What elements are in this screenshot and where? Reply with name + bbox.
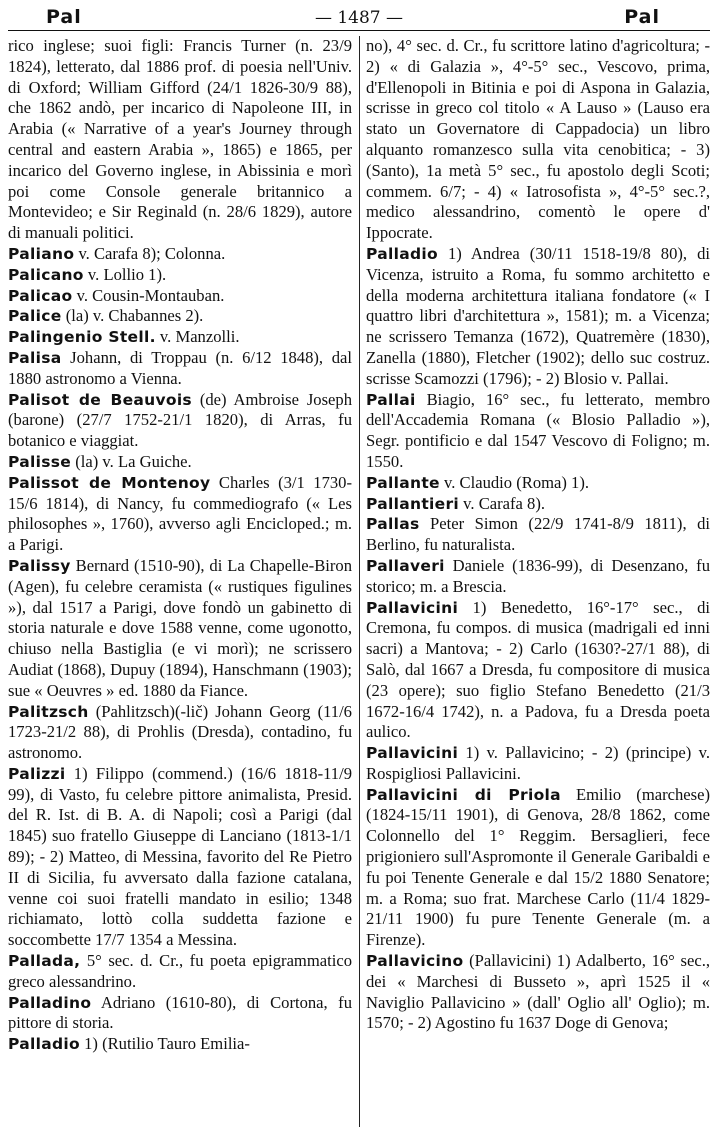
entry-text: 1) Benedetto, 16°-17° sec., di Cremona, fu compos. di musica (madrigali ed inni sacri) a Mantova; - 2) Carlo (1630?-27/1 88), di Salò, dal 1667 a Dresda, fu compositore di musica (23 opere); suo figlio Stefano Benedetto (21/3 1672-16/4 1742), n. a Padova, fu a Dresda poeta aulico.	[366, 597, 710, 742]
entry-text: (Pahlitzsch)(-lič) Johann Georg (11/6 1723-21/2 88), di Prohlis (Dresda), contadino, fu astronomo.	[8, 701, 352, 763]
entry-text: (la) v. La Guiche.	[75, 451, 192, 471]
entry-text: v. Manzolli.	[159, 327, 240, 347]
dictionary-entry	[366, 951, 710, 1034]
dictionary-entry	[8, 556, 352, 702]
dictionary-entry	[8, 473, 352, 556]
entry-headword: Palingenio Stell.	[8, 328, 156, 347]
entry-text: Biagio, 16° sec., fu letterato, membro dell'Accademia Romana (« Blosio Palladio »), Segr. pontificio e dal 1547 Vescovo di Foligno; m. 1550.	[366, 389, 711, 471]
dictionary-entry	[366, 743, 710, 785]
entry-text: 1) Filippo (commend.) (16/6 1818-11/9 99), di Vasto, fu celebre pittore animalista, Presid. del R. Ist. di B. A. di Napoli; così a Parigi (dal 1845) suo fratello Giuseppe di Lanciano (1813-1/1 89); - 2) Matteo, di Messina, favorito del Re Pietro II di Sicilia, fu avversato dalla fazione catalana, venne coi suoi fratelli mandato in esilio; 1348 richiamato, lottò colla suddetta fazione e soccombette 17/7 1354 a Messina.	[8, 763, 352, 950]
entry-headword: Pallai	[366, 390, 416, 409]
entry-text: (Pallavicini) 1) Adalberto, 16° sec., dei « Marchesi di Busseto », aprì 1525 il « Naviglio Pallavicino » (dall' Oglio all' Oglio); m. 1570; - 2) Agostino fu 1637 Doge di Genova;	[366, 951, 710, 1033]
entry-headword: Palladio	[366, 244, 438, 263]
dictionary-entry	[366, 598, 710, 744]
entry-text: Charles (3/1 1730-15/6 1814), di Nancy, fu commediografo (« Les philosophes », 1760), avverso agli Encicloped.; m. a Parigi.	[8, 472, 352, 555]
entry-headword: Palice	[8, 307, 62, 326]
entry-text: no), 4° sec. d. Cr., fu scrittore latino d'agricoltura; - 2) « di Galazia », 4°-5° sec., Vescovo, prima, d'Ellenopoli in Bitinia e poi di Aspona in Galazia, scrisse in greco col titolo « A Lauso » (Lauso era stato un Governatore di Cappadocia) un libro alquanto romanzesco sulla vita cenobitica; - 3) (Santo), 1a metà 5° sec., fu apostolo degli Scoti; commem. 6/7; - 4) « Iatrosofista », 4°-5° sec.?, medico alessandrino, comentò le opere d' Ippocrate.	[366, 36, 710, 243]
dictionary-entry	[366, 390, 710, 473]
dictionary-entry	[366, 785, 710, 951]
dictionary-entry	[8, 36, 352, 244]
running-head-right: Pal	[624, 6, 660, 28]
entry-headword: Pallavicino	[366, 952, 464, 971]
entry-headword: Paliano	[8, 244, 75, 263]
header-rule	[8, 30, 710, 31]
dictionary-entry	[8, 306, 352, 327]
entry-text: (de) Ambroise Joseph (barone) (27/7 1752-21/1 1820), di Arras, fu botanico e viaggiat.	[8, 389, 352, 451]
dictionary-entry	[8, 390, 352, 452]
column-divider	[359, 36, 360, 1127]
entry-headword: Palisa	[8, 348, 62, 367]
dictionary-entry	[366, 473, 710, 494]
entry-text: v. Carafa 8).	[463, 493, 546, 513]
entry-text: Johann, di Troppau (n. 6/12 1848), dal 1880 astronomo a Vienna.	[8, 347, 352, 388]
dictionary-entry	[366, 514, 710, 556]
dictionary-entry	[8, 286, 352, 307]
text-columns	[8, 36, 712, 1133]
dictionary-entry	[366, 36, 710, 244]
dictionary-entry	[8, 348, 352, 390]
entry-text: 1) Andrea (30/11 1518-19/8 80), di Vicenza, istruito a Roma, fu sommo architetto e della moderna architettura italiana fondatore (« I quattro libri d'architettura », 1581); m. a Vicenza; ne scrissero Temanza (1672), Quatremère (1830), Zanella (1880), Fletcher (1902); dello suc costruz. scrisse Scamozzi (1796); - 2) Blosio v. Pallai.	[366, 243, 710, 388]
entry-headword: Palitzsch	[8, 702, 89, 721]
entry-text: v. Claudio (Roma) 1).	[444, 472, 590, 492]
entry-headword: Pallaveri	[366, 556, 445, 575]
page-number: — 1487 —	[314, 8, 404, 28]
dictionary-entry	[8, 702, 352, 764]
dictionary-entry	[8, 1034, 352, 1055]
dictionary-entry	[8, 452, 352, 473]
entry-text: rico inglese; suoi figli: Francis Turner (n. 23/9 1824), letterato, dal 1886 prof. di poesia nell'Univ. di Oxford; William Gifford (24/1 1826-30/9 88), che 1862 andò, per incarico di Napoleone III, in Arabia (« Narrative of a year's Journey through central and eastern Arabia », 1865) e 1865, per incarico del Governo inglese, in Abissinia e morì poi come Console generale britannico a Montevideo; e Sir Reginald (n. 28/6 1829), autore di manuali politici.	[8, 36, 352, 243]
entry-headword: Pallas	[366, 515, 420, 534]
entry-text: v. Carafa 8); Colonna.	[78, 243, 226, 263]
entry-headword: Palizzi	[8, 764, 66, 783]
dictionary-entry	[8, 993, 352, 1035]
dictionary-entry	[8, 764, 352, 951]
entry-text: Peter Simon (22/9 1741-8/9 1811), di Berlino, fu naturalista.	[366, 514, 710, 555]
entry-headword: Pallavicini di Priola	[366, 785, 561, 804]
dictionary-entry	[366, 556, 710, 598]
entry-text: Adriano (1610-80), di Cortona, fu pittore di storia.	[8, 992, 352, 1033]
entry-text: v. Cousin-Montauban.	[76, 285, 225, 305]
entry-text: 1) (Rutilio Tauro Emilia-	[84, 1034, 250, 1054]
entry-headword: Palisot de Beauvois	[8, 390, 192, 409]
dictionary-entry	[8, 327, 352, 348]
entry-headword: Pallante	[366, 473, 440, 492]
entry-headword: Pallavicini	[366, 598, 459, 617]
entry-headword: Pallavicini	[366, 744, 459, 763]
entry-text: 1) v. Pallavicino; - 2) (principe) v. Rospigliosi Pallavicini.	[366, 743, 710, 783]
right-column	[366, 36, 710, 1034]
entry-headword: Pallantieri	[366, 494, 460, 513]
entry-text: Daniele (1836-99), di Desenzano, fu storico; m. a Brescia.	[366, 555, 710, 596]
entry-text: 5° sec. d. Cr., fu poeta epigrammatico greco alessandrino.	[8, 951, 352, 991]
entry-headword: Pallada,	[8, 952, 81, 971]
entry-headword: Palicano	[8, 265, 84, 284]
dictionary-entry	[366, 244, 710, 390]
entry-headword: Palissy	[8, 556, 71, 575]
entry-headword: Palladio	[8, 1035, 80, 1054]
dictionary-entry	[8, 244, 352, 265]
entry-headword: Palisse	[8, 452, 72, 471]
entry-text: (la) v. Chabannes 2).	[65, 306, 204, 326]
entry-headword: Palladino	[8, 993, 92, 1012]
entry-text: Emilio (marchese) (1824-15/11 1901), di Genova, 28/8 1862, come Colonnello del 1° Reggim. Bersaglieri, fece prigioniero sull'Aspromonte il Generale Garibaldi e fu poi Tenente Generale e dal 15/2 1880 Senatore; m. a Roma; suo frat. Marchese Carlo (11/4 1829-21/11 1900) fu pure Tenente Generale (m. a Firenze).	[366, 784, 710, 950]
entry-text: Bernard (1510-90), di La Chapelle-Biron (Agen), fu celebre ceramista (« rustiques figulines »), dal 1517 a Parigi, dove fondò un gabinetto di storia naturale e dove 1588 venne, come ugonotto, chiuso nella Bastiglia (e vi morì); ne scrissero Audiat (1868), Dupuy (1894), Hanschmann (1903); sue « Oeuvres » ed. 1880 da Fiance.	[8, 555, 352, 700]
dictionary-entry	[8, 951, 352, 993]
entry-text: v. Lollio 1).	[87, 264, 167, 284]
dictionary-entry	[366, 494, 710, 515]
left-column	[8, 36, 352, 1055]
dictionary-entry	[8, 265, 352, 286]
running-head-left: Pal	[46, 6, 82, 28]
entry-headword: Palissot de Montenoy	[8, 473, 211, 492]
entry-headword: Palicao	[8, 286, 73, 305]
